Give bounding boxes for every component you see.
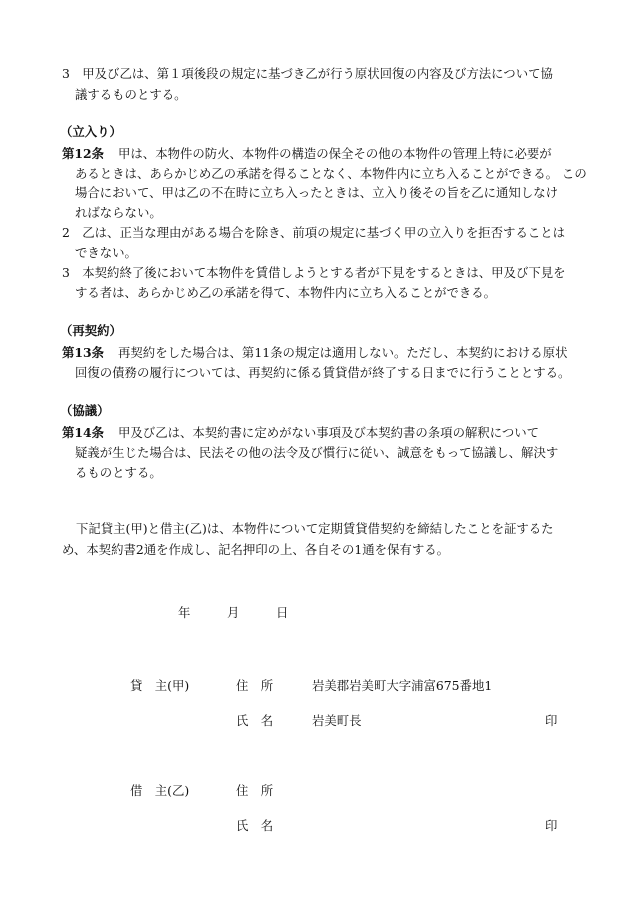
- closing-line1: 下記貸主(甲)と借主(乙)は、本物件について定期賃貸借契約を締結したことを証するた: [76, 521, 554, 536]
- heading-recontract: （再契約）: [60, 323, 122, 338]
- date-day: 日: [276, 605, 289, 620]
- lessor-name-label: 氏 名: [236, 713, 274, 728]
- clause3-line1: 3 甲及び乙は、第１項後段の規定に基づき乙が行う原状回復の内容及び方法について協: [62, 66, 553, 81]
- lessee-seal-mark: 印: [545, 818, 558, 833]
- lessor-seal-mark: 印: [545, 713, 558, 728]
- date-year: 年: [178, 605, 191, 620]
- lessee-name-label: 氏 名: [236, 818, 274, 833]
- date-month: 月: [227, 605, 240, 620]
- lessor-address-label: 住 所: [236, 678, 274, 693]
- article-13-line1: [62, 347, 567, 359]
- article-12-line4: ればならない。: [75, 205, 162, 220]
- lessor-label: 貸 主(甲): [130, 678, 190, 693]
- article-13-line2: 回復の債務の履行については、再契約に係る賃貸借が終了する日までに行うこととする。: [75, 365, 571, 380]
- article-13-number: 第13条: [62, 345, 105, 360]
- heading-entry: （立入り）: [60, 124, 122, 139]
- article-14-line1: [62, 427, 539, 439]
- article-12-text-1: 甲は、本物件の防火、本物件の構造の保全その他の本物件の管理上特に必要が: [118, 146, 552, 161]
- article-12-para3-line2: する者は、あらかじめ乙の承諾を得て、本物件内に立ち入ることができる。: [75, 285, 497, 300]
- article-12-para2-line2: できない。: [75, 245, 137, 260]
- closing-line2: め、本契約書2通を作成し、記名押印の上、各自その1通を保有する。: [62, 542, 449, 557]
- heading-consult: （協議）: [60, 403, 110, 418]
- article-12-para2-line1: 2 乙は、正当な理由がある場合を除き、前項の規定に基づく甲の立入りを拒否することは: [62, 225, 566, 240]
- article-13-text-1: 再契約をした場合は、第11条の規定は適用しない。ただし、本契約における原状: [118, 345, 568, 360]
- article-12-line1: [62, 148, 552, 160]
- clause3-line2: 議するものとする。: [75, 87, 187, 102]
- article-14-line3: るものとする。: [75, 465, 162, 480]
- article-12-line2: あるときは、あらかじめ乙の承諾を得ることなく、本物件内に立ち入ることができる。 この: [75, 166, 587, 181]
- article-12-line3: 場合において、甲は乙の不在時に立ち入ったときは、立入り後その旨を乙に通知しなけ: [75, 185, 558, 200]
- article-14-text-1: 甲及び乙は、本契約書に定めがない事項及び本契約書の条項の解釈について: [118, 425, 540, 440]
- lessor-address: 岩美郡岩美町大字浦富675番地1: [312, 678, 493, 693]
- article-12-number: 第12条: [62, 146, 105, 161]
- article-12-para3-line1: 3 本契約終了後において本物件を賃借しようとする者が下見をするときは、甲及び下見を: [62, 265, 566, 280]
- lessee-address-label: 住 所: [236, 783, 274, 798]
- lessee-label: 借 主(乙): [130, 783, 190, 798]
- lessor-name: 岩美町長: [312, 713, 362, 728]
- article-14-number: 第14条: [62, 425, 105, 440]
- article-14-line2: 疑義が生じた場合は、民法その他の法令及び慣行に従い、誠意をもって協議し、解決す: [75, 445, 559, 460]
